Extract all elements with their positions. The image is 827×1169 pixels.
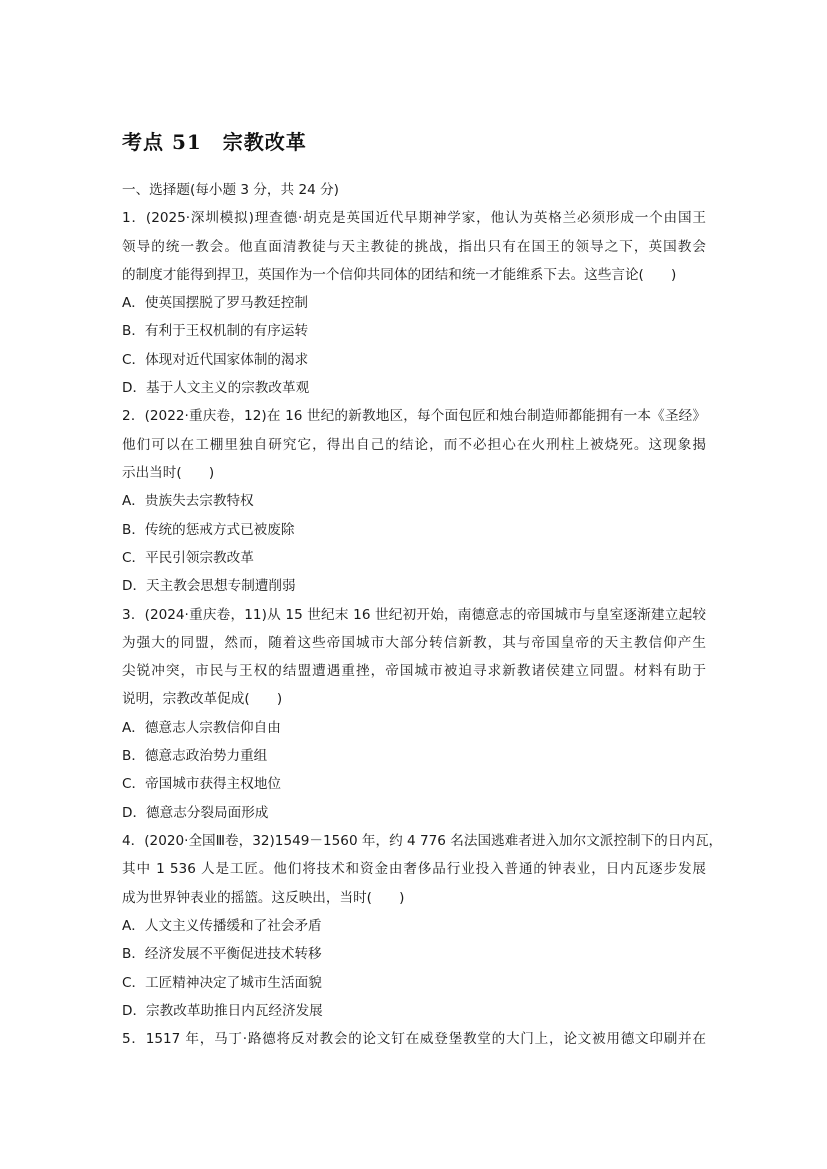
question-3-option-b[interactable]: B．德意志政治势力重组 <box>122 748 268 764</box>
question-3-option-d[interactable]: D．德意志分裂局面形成 <box>122 805 269 821</box>
question-1-line-3: 的制度才能得到捍卫，英国作为一个信仰共同体的团结和统一才能维系下去。这些言论( ) <box>122 267 677 283</box>
question-3-option-a[interactable]: A．德意志人宗教信仰自由 <box>122 720 281 736</box>
question-3-line-1: 3．(2024·重庆卷，11)从 15 世纪末 16 世纪初开始，南德意志的帝国城市与皇室逐渐建立起较 <box>122 607 706 623</box>
question-4-line-1: 4．(2020·全国Ⅲ卷，32)1549－1560 年，约 4 776 名法国逃难者进入加尔文派控制下的日内瓦， <box>122 833 723 849</box>
question-4-line-3: 成为世界钟表业的摇篮。这反映出，当时( ) <box>122 890 405 906</box>
question-1-option-b[interactable]: B．有利于王权机制的有序运转 <box>122 323 309 339</box>
question-4-option-c[interactable]: C．工匠精神决定了城市生活面貌 <box>122 975 322 991</box>
question-1-line-1: 1．(2025·深圳模拟)理查德·胡克是英国近代早期神学家，他认为英格兰必须形成一个由国王 <box>122 210 706 226</box>
question-1-option-a[interactable]: A．使英国摆脱了罗马教廷控制 <box>122 295 309 311</box>
question-2-line-3: 示出当时( ) <box>122 465 215 481</box>
question-2-option-c[interactable]: C．平民引领宗教改革 <box>122 550 254 566</box>
question-4-option-a[interactable]: A．人文主义传播缓和了社会矛盾 <box>122 918 322 934</box>
question-2-option-a[interactable]: A．贵族失去宗教特权 <box>122 493 254 509</box>
question-1-line-2: 领导的统一教会。他直面清教徒与天主教徒的挑战，指出只有在国王的领导之下，英国教会 <box>122 239 706 255</box>
question-4-option-b[interactable]: B．经济发展不平衡促进技术转移 <box>122 946 322 962</box>
page-title: 考点 51 宗教改革 <box>122 130 307 154</box>
question-3-line-2: 为强大的同盟，然而，随着这些帝国城市大部分转信新教，其与帝国皇帝的天主教信仰产生 <box>122 635 706 651</box>
question-2-option-d[interactable]: D．天主教会思想专制遭削弱 <box>122 578 296 594</box>
question-2-line-2: 他们可以在工棚里独自研究它，得出自己的结论，而不必担心在火刑柱上被烧死。这现象揭 <box>122 437 706 453</box>
question-4-line-2: 其中 1 536 人是工匠。他们将技术和资金由奢侈品行业投入普通的钟表业，日内瓦逐步发展 <box>122 861 706 877</box>
question-4-option-d[interactable]: D．宗教改革助推日内瓦经济发展 <box>122 1003 323 1019</box>
section-header: 一、选择题(每小题 3 分，共 24 分) <box>122 182 339 198</box>
question-2-line-1: 2．(2022·重庆卷，12)在 16 世纪的新教地区，每个面包匠和烛台制造师都能拥有一本《圣经》 <box>122 408 706 424</box>
question-1-option-c[interactable]: C．体现对近代国家体制的渴求 <box>122 352 309 368</box>
question-3-line-4: 说明，宗教改革促成( ) <box>122 691 283 707</box>
question-5-line-1: 5．1517 年，马丁·路德将反对教会的论文钉在威登堡教堂的大门上，论文被用德文印刷并在 <box>122 1031 706 1047</box>
question-2-option-b[interactable]: B．传统的惩戒方式已被废除 <box>122 522 295 538</box>
question-3-line-3: 尖锐冲突，市民与王权的结盟遭遇重挫，帝国城市被迫寻求新教诸侯建立同盟。材料有助于 <box>122 663 706 679</box>
question-3-option-c[interactable]: C．帝国城市获得主权地位 <box>122 776 282 792</box>
question-1-option-d[interactable]: D．基于人文主义的宗教改革观 <box>122 380 310 396</box>
